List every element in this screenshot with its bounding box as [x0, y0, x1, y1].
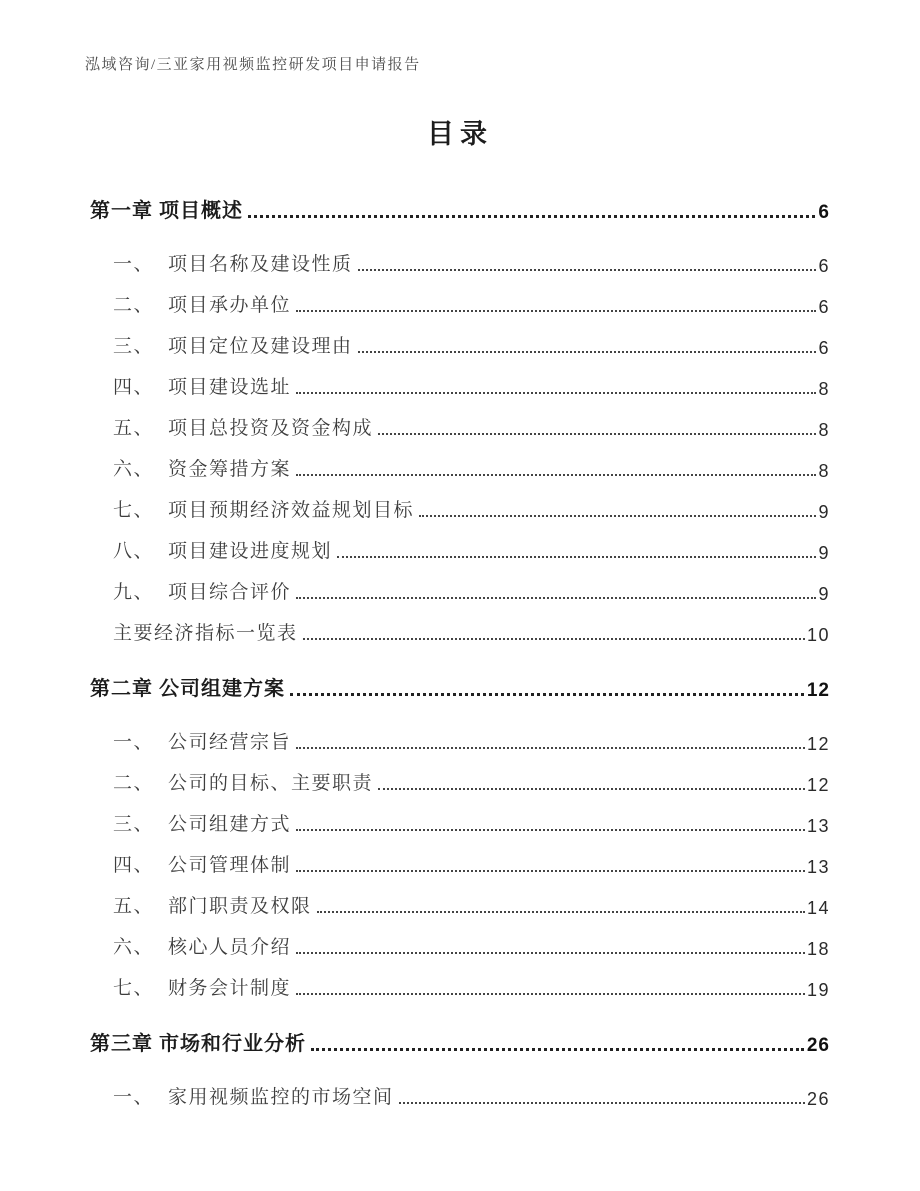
- dot-leader: [378, 433, 816, 435]
- item-label: 项目预期经济效益规划目标: [168, 500, 415, 521]
- item-number: 二、: [113, 295, 155, 316]
- dot-leader: [378, 788, 805, 790]
- item-page-number: 19: [806, 980, 830, 1000]
- chapter-page-number: 12: [806, 680, 830, 701]
- item-label: 家用视频监控的市场空间: [168, 1087, 394, 1108]
- toc-item-entry[interactable]: [113, 918, 830, 959]
- item-number: 五、: [113, 896, 155, 917]
- item-page-number: 12: [806, 734, 830, 754]
- item-label: 项目总投资及资金构成: [168, 418, 374, 439]
- item-label: 项目承办单位: [168, 295, 292, 316]
- item-page-number: 9: [818, 584, 830, 604]
- toc-item-entry[interactable]: [113, 522, 830, 563]
- item-page-number: 8: [818, 420, 830, 440]
- toc-item-entry[interactable]: [113, 563, 830, 604]
- toc-item-entry[interactable]: [113, 399, 830, 440]
- item-label: 核心人员介绍: [168, 937, 292, 958]
- chapter-page-number: 6: [818, 202, 830, 223]
- dot-leader: [296, 829, 805, 831]
- dot-leader: [399, 1102, 805, 1104]
- item-number: 六、: [113, 459, 155, 480]
- dot-leader: [337, 556, 816, 558]
- dot-leader: [296, 870, 805, 872]
- dot-leader: [358, 351, 817, 353]
- toc-item-entry[interactable]: [113, 317, 830, 358]
- toc-chapter-entry[interactable]: [90, 193, 830, 223]
- item-page-number: 6: [818, 338, 830, 358]
- item-label: 主要经济指标一览表: [113, 623, 298, 644]
- chapter-label: 第一章 项目概述: [90, 200, 243, 222]
- dot-leader: [303, 638, 805, 640]
- toc-item-entry[interactable]: [113, 235, 830, 276]
- item-label: 部门职责及权限: [168, 896, 312, 917]
- toc-item-entry[interactable]: [113, 754, 830, 795]
- item-page-number: 6: [818, 256, 830, 276]
- item-number: 三、: [113, 336, 155, 357]
- toc-item-entry[interactable]: [113, 358, 830, 399]
- item-page-number: 18: [806, 939, 830, 959]
- toc-item-entry[interactable]: [113, 276, 830, 317]
- toc-item-entry[interactable]: [113, 440, 830, 481]
- item-page-number: 13: [806, 816, 830, 836]
- document-header-text: 泓域咨询/三亚家用视频监控研发项目申请报告: [85, 57, 421, 73]
- dot-leader: [296, 310, 816, 312]
- item-page-number: 9: [818, 502, 830, 522]
- dot-leader: [419, 515, 816, 517]
- dot-leader: [358, 269, 817, 271]
- item-number: 九、: [113, 582, 155, 603]
- item-page-number: 14: [806, 898, 830, 918]
- dot-leader: [296, 747, 805, 749]
- dot-leader: [290, 693, 804, 696]
- item-label: 项目综合评价: [168, 582, 292, 603]
- chapter-items: [90, 235, 830, 645]
- item-label: 财务会计制度: [168, 978, 292, 999]
- item-page-number: 9: [818, 543, 830, 563]
- item-page-number: 26: [806, 1089, 830, 1109]
- dot-leader: [296, 474, 816, 476]
- toc-chapter-entry[interactable]: [90, 671, 830, 701]
- item-page-number: 8: [818, 379, 830, 399]
- item-number: 四、: [113, 855, 155, 876]
- toc-item-entry[interactable]: [113, 877, 830, 918]
- chapter-label: 第二章 公司组建方案: [90, 678, 285, 700]
- toc-item-entry[interactable]: [113, 604, 830, 645]
- item-label: 资金筹措方案: [168, 459, 292, 480]
- item-number: 六、: [113, 937, 155, 958]
- item-number: 一、: [113, 254, 155, 275]
- chapter-items: [90, 713, 830, 1000]
- dot-leader: [296, 597, 816, 599]
- item-number: 二、: [113, 773, 155, 794]
- item-number: 七、: [113, 500, 155, 521]
- item-label: 公司的目标、主要职责: [168, 773, 374, 794]
- item-label: 项目名称及建设性质: [168, 254, 353, 275]
- item-page-number: 13: [806, 857, 830, 877]
- dot-leader: [296, 392, 816, 394]
- dot-leader: [296, 952, 805, 954]
- item-label: 公司管理体制: [168, 855, 292, 876]
- item-label: 公司经营宗旨: [168, 732, 292, 753]
- item-page-number: 8: [818, 461, 830, 481]
- item-label: 项目定位及建设理由: [168, 336, 353, 357]
- item-number: 五、: [113, 418, 155, 439]
- toc-item-entry[interactable]: [113, 481, 830, 522]
- item-number: 一、: [113, 732, 155, 753]
- item-number: 四、: [113, 377, 155, 398]
- toc-title: 目录: [427, 119, 493, 149]
- chapter-label: 第三章 市场和行业分析: [90, 1033, 306, 1055]
- toc-item-entry[interactable]: [113, 959, 830, 1000]
- toc: [90, 148, 830, 1109]
- item-number: 一、: [113, 1087, 155, 1108]
- dot-leader: [317, 911, 805, 913]
- item-number: 三、: [113, 814, 155, 835]
- chapter-items: [90, 1068, 830, 1109]
- item-number: 七、: [113, 978, 155, 999]
- chapter-page-number: 26: [806, 1035, 830, 1056]
- dot-leader: [311, 1048, 804, 1051]
- dot-leader: [248, 215, 815, 218]
- item-label: 公司组建方式: [168, 814, 292, 835]
- toc-chapter-entry[interactable]: [90, 1026, 830, 1056]
- item-page-number: 10: [806, 625, 830, 645]
- dot-leader: [296, 993, 805, 995]
- toc-item-entry[interactable]: [113, 713, 830, 754]
- item-page-number: 6: [818, 297, 830, 317]
- item-label: 项目建设进度规划: [168, 541, 333, 562]
- item-number: 八、: [113, 541, 155, 562]
- toc-item-entry[interactable]: [113, 836, 830, 877]
- toc-item-entry[interactable]: [113, 1068, 830, 1109]
- item-page-number: 12: [806, 775, 830, 795]
- item-label: 项目建设选址: [168, 377, 292, 398]
- toc-item-entry[interactable]: [113, 795, 830, 836]
